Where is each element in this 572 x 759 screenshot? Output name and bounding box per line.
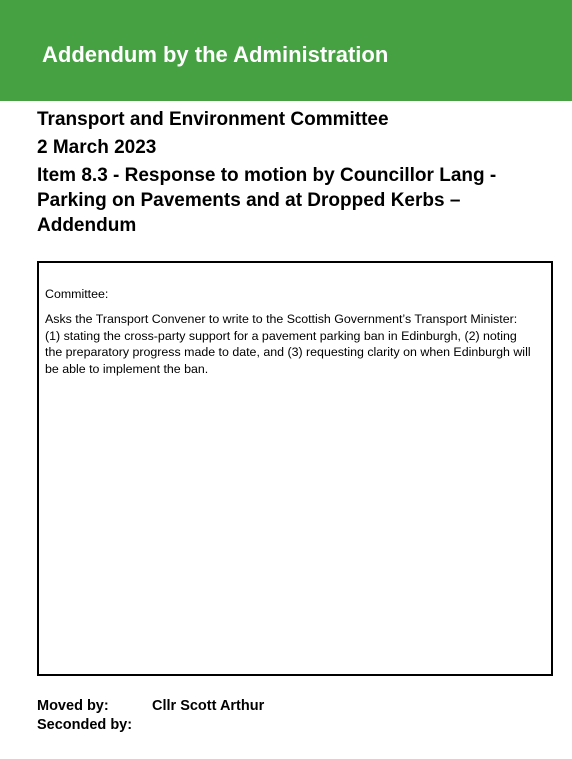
motion-text-line: Asks the Transport Convener to write to the Scottish Government’s Transport Minister: (45, 312, 518, 326)
committee-heading: Transport and Environment Committee (37, 109, 389, 130)
seconded-by-label: Seconded by: (37, 717, 133, 733)
committee-label: Committee: (45, 287, 109, 301)
motion-text-line: be able to implement the ban. (45, 361, 209, 376)
meeting-date: 2 March 2023 (37, 137, 157, 158)
item-title-line: Item 8.3 - Response to motion by Councillor Lang - (37, 165, 497, 186)
item-title-line: Parking on Pavements and at Dropped Kerbs – (37, 190, 461, 211)
item-title-line: Addendum (37, 215, 137, 236)
banner-title: Addendum by the Administration (42, 42, 389, 67)
moved-by-label: Moved by: (37, 698, 109, 714)
motion-text-box (37, 261, 553, 676)
motion-text-line: (1) stating the cross-party support for a pavement parking ban in Edinburgh, (2) noting (45, 328, 517, 343)
motion-text-line: the preparatory progress made to date, and (3) requesting clarity on when Edinburgh will (45, 345, 531, 359)
mover-name: Cllr Scott Arthur (152, 698, 265, 714)
header-banner (0, 0, 572, 101)
item-title (37, 163, 496, 238)
motion-text (45, 311, 549, 377)
